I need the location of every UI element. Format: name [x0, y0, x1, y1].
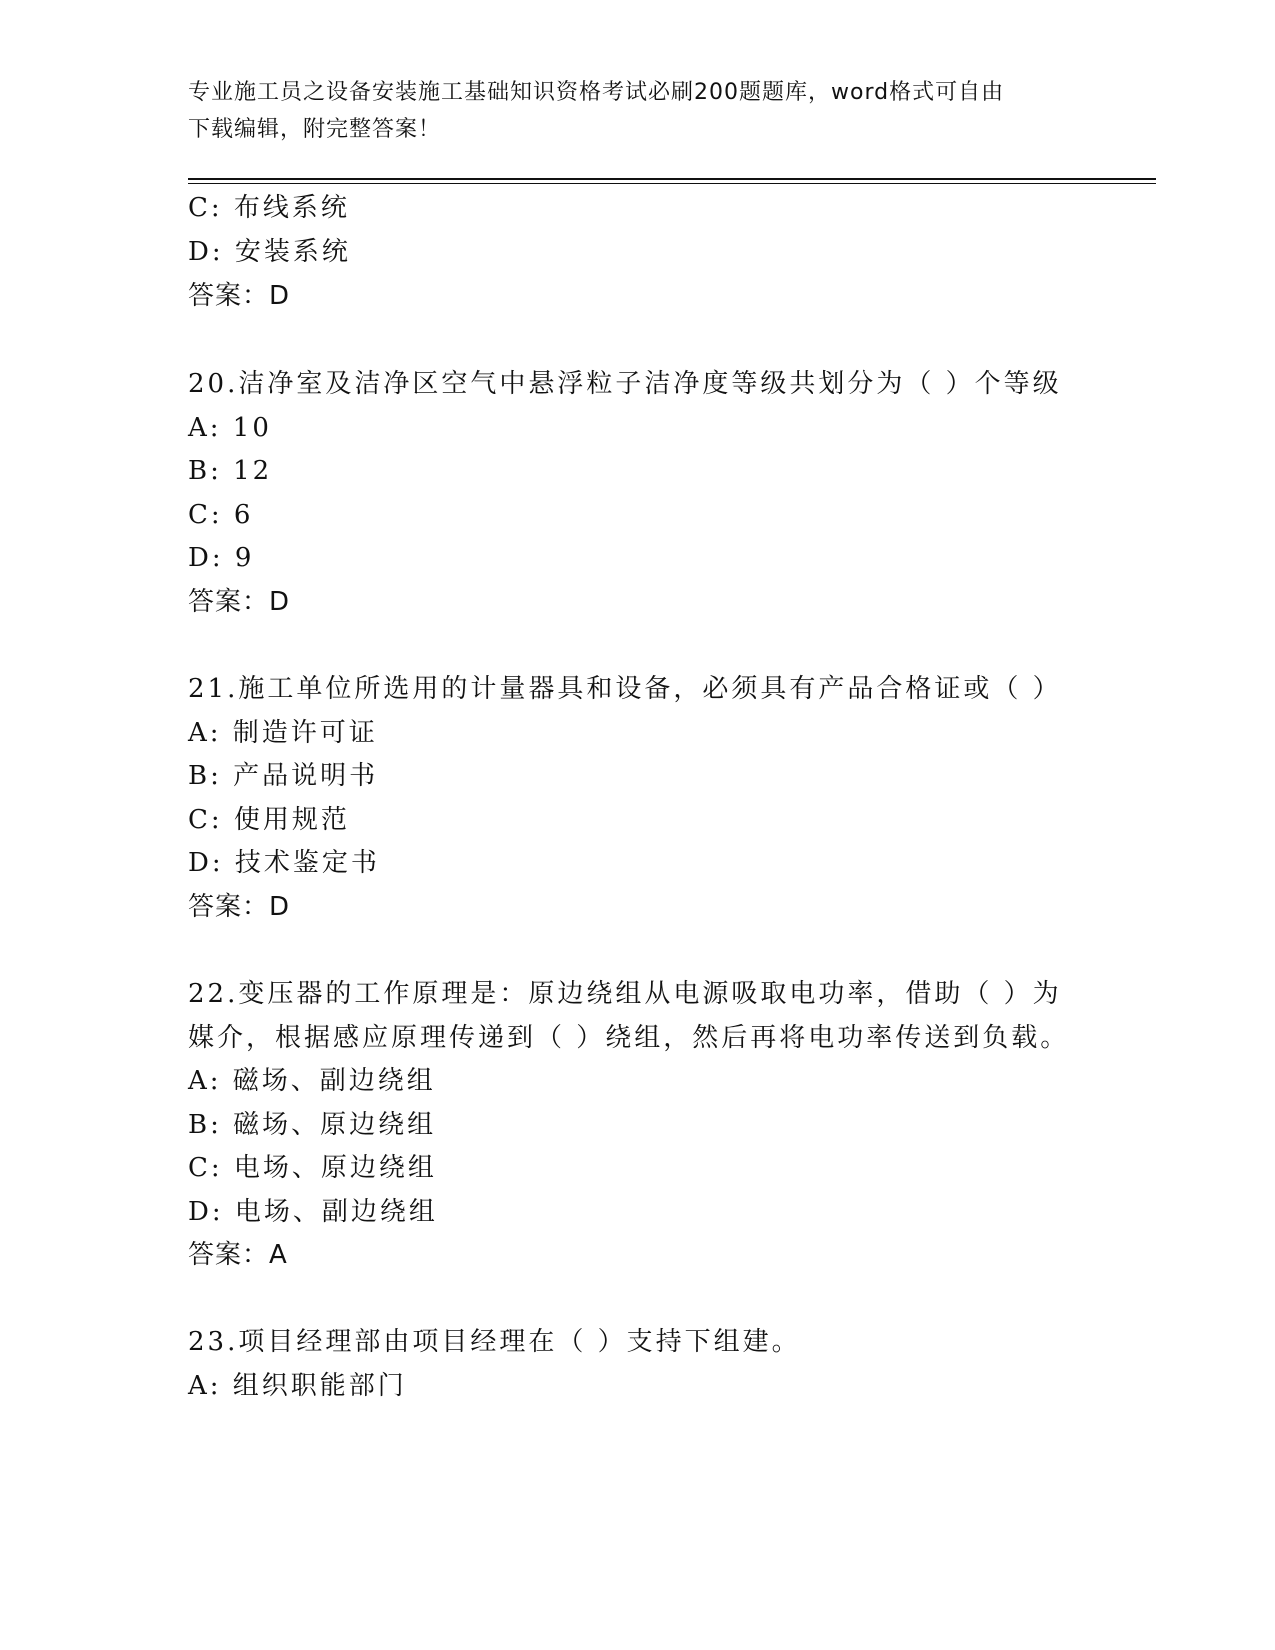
- header-line-2: 下载编辑，附完整答案！: [188, 117, 442, 142]
- q21-option-d: D: 技术鉴定书: [188, 848, 380, 878]
- q22-stem-line-2: 媒介，根据感应原理传递到（ ）绕组，然后再将电功率传送到负载。: [188, 1023, 1070, 1053]
- q21-stem: 21.施工单位所选用的计量器具和设备，必须具有产品合格证或（ ）: [188, 674, 1062, 704]
- header-line-1: 专业施工员之设备安装施工基础知识资格考试必刷200题题库，word格式可自由: [188, 80, 1005, 105]
- q20-option-c: C: 6: [188, 500, 254, 530]
- q22-option-a: A: 磁场、副边绕组: [188, 1066, 436, 1096]
- q22-option-b: B: 磁场、原边绕组: [188, 1110, 437, 1140]
- q21-option-c: C: 使用规范: [188, 805, 350, 835]
- q23-stem: 23.项目经理部由项目经理在（ ）支持下组建。: [188, 1327, 801, 1357]
- q20-stem: 20.洁净室及洁净区空气中悬浮粒子洁净度等级共划分为（ ）个等级: [188, 369, 1062, 399]
- q21-answer: 答案：D: [188, 892, 291, 922]
- q20-option-b: B: 12: [188, 456, 273, 486]
- prev-option-d: D: 安装系统: [188, 237, 351, 267]
- header-divider-thick: [188, 178, 1156, 180]
- q22-answer: 答案：A: [188, 1240, 288, 1270]
- q20-option-a: A: 10: [188, 413, 272, 443]
- q21-option-a: A: 制造许可证: [188, 718, 378, 748]
- header-divider-thin: [188, 183, 1156, 184]
- prev-option-c: C: 布线系统: [188, 193, 350, 223]
- q22-stem-line-1: 22.变压器的工作原理是：原边绕组从电源吸取电功率，借助（ ）为: [188, 979, 1062, 1009]
- prev-answer: 答案：D: [188, 281, 291, 311]
- q23-option-a: A: 组织职能部门: [188, 1371, 407, 1401]
- q22-option-c: C: 电场、原边绕组: [188, 1153, 437, 1183]
- q20-answer: 答案：D: [188, 587, 291, 617]
- q21-option-b: B: 产品说明书: [188, 761, 379, 791]
- q22-option-d: D: 电场、副边绕组: [188, 1197, 438, 1227]
- document-header: [188, 74, 1068, 148]
- q20-option-d: D: 9: [188, 543, 255, 573]
